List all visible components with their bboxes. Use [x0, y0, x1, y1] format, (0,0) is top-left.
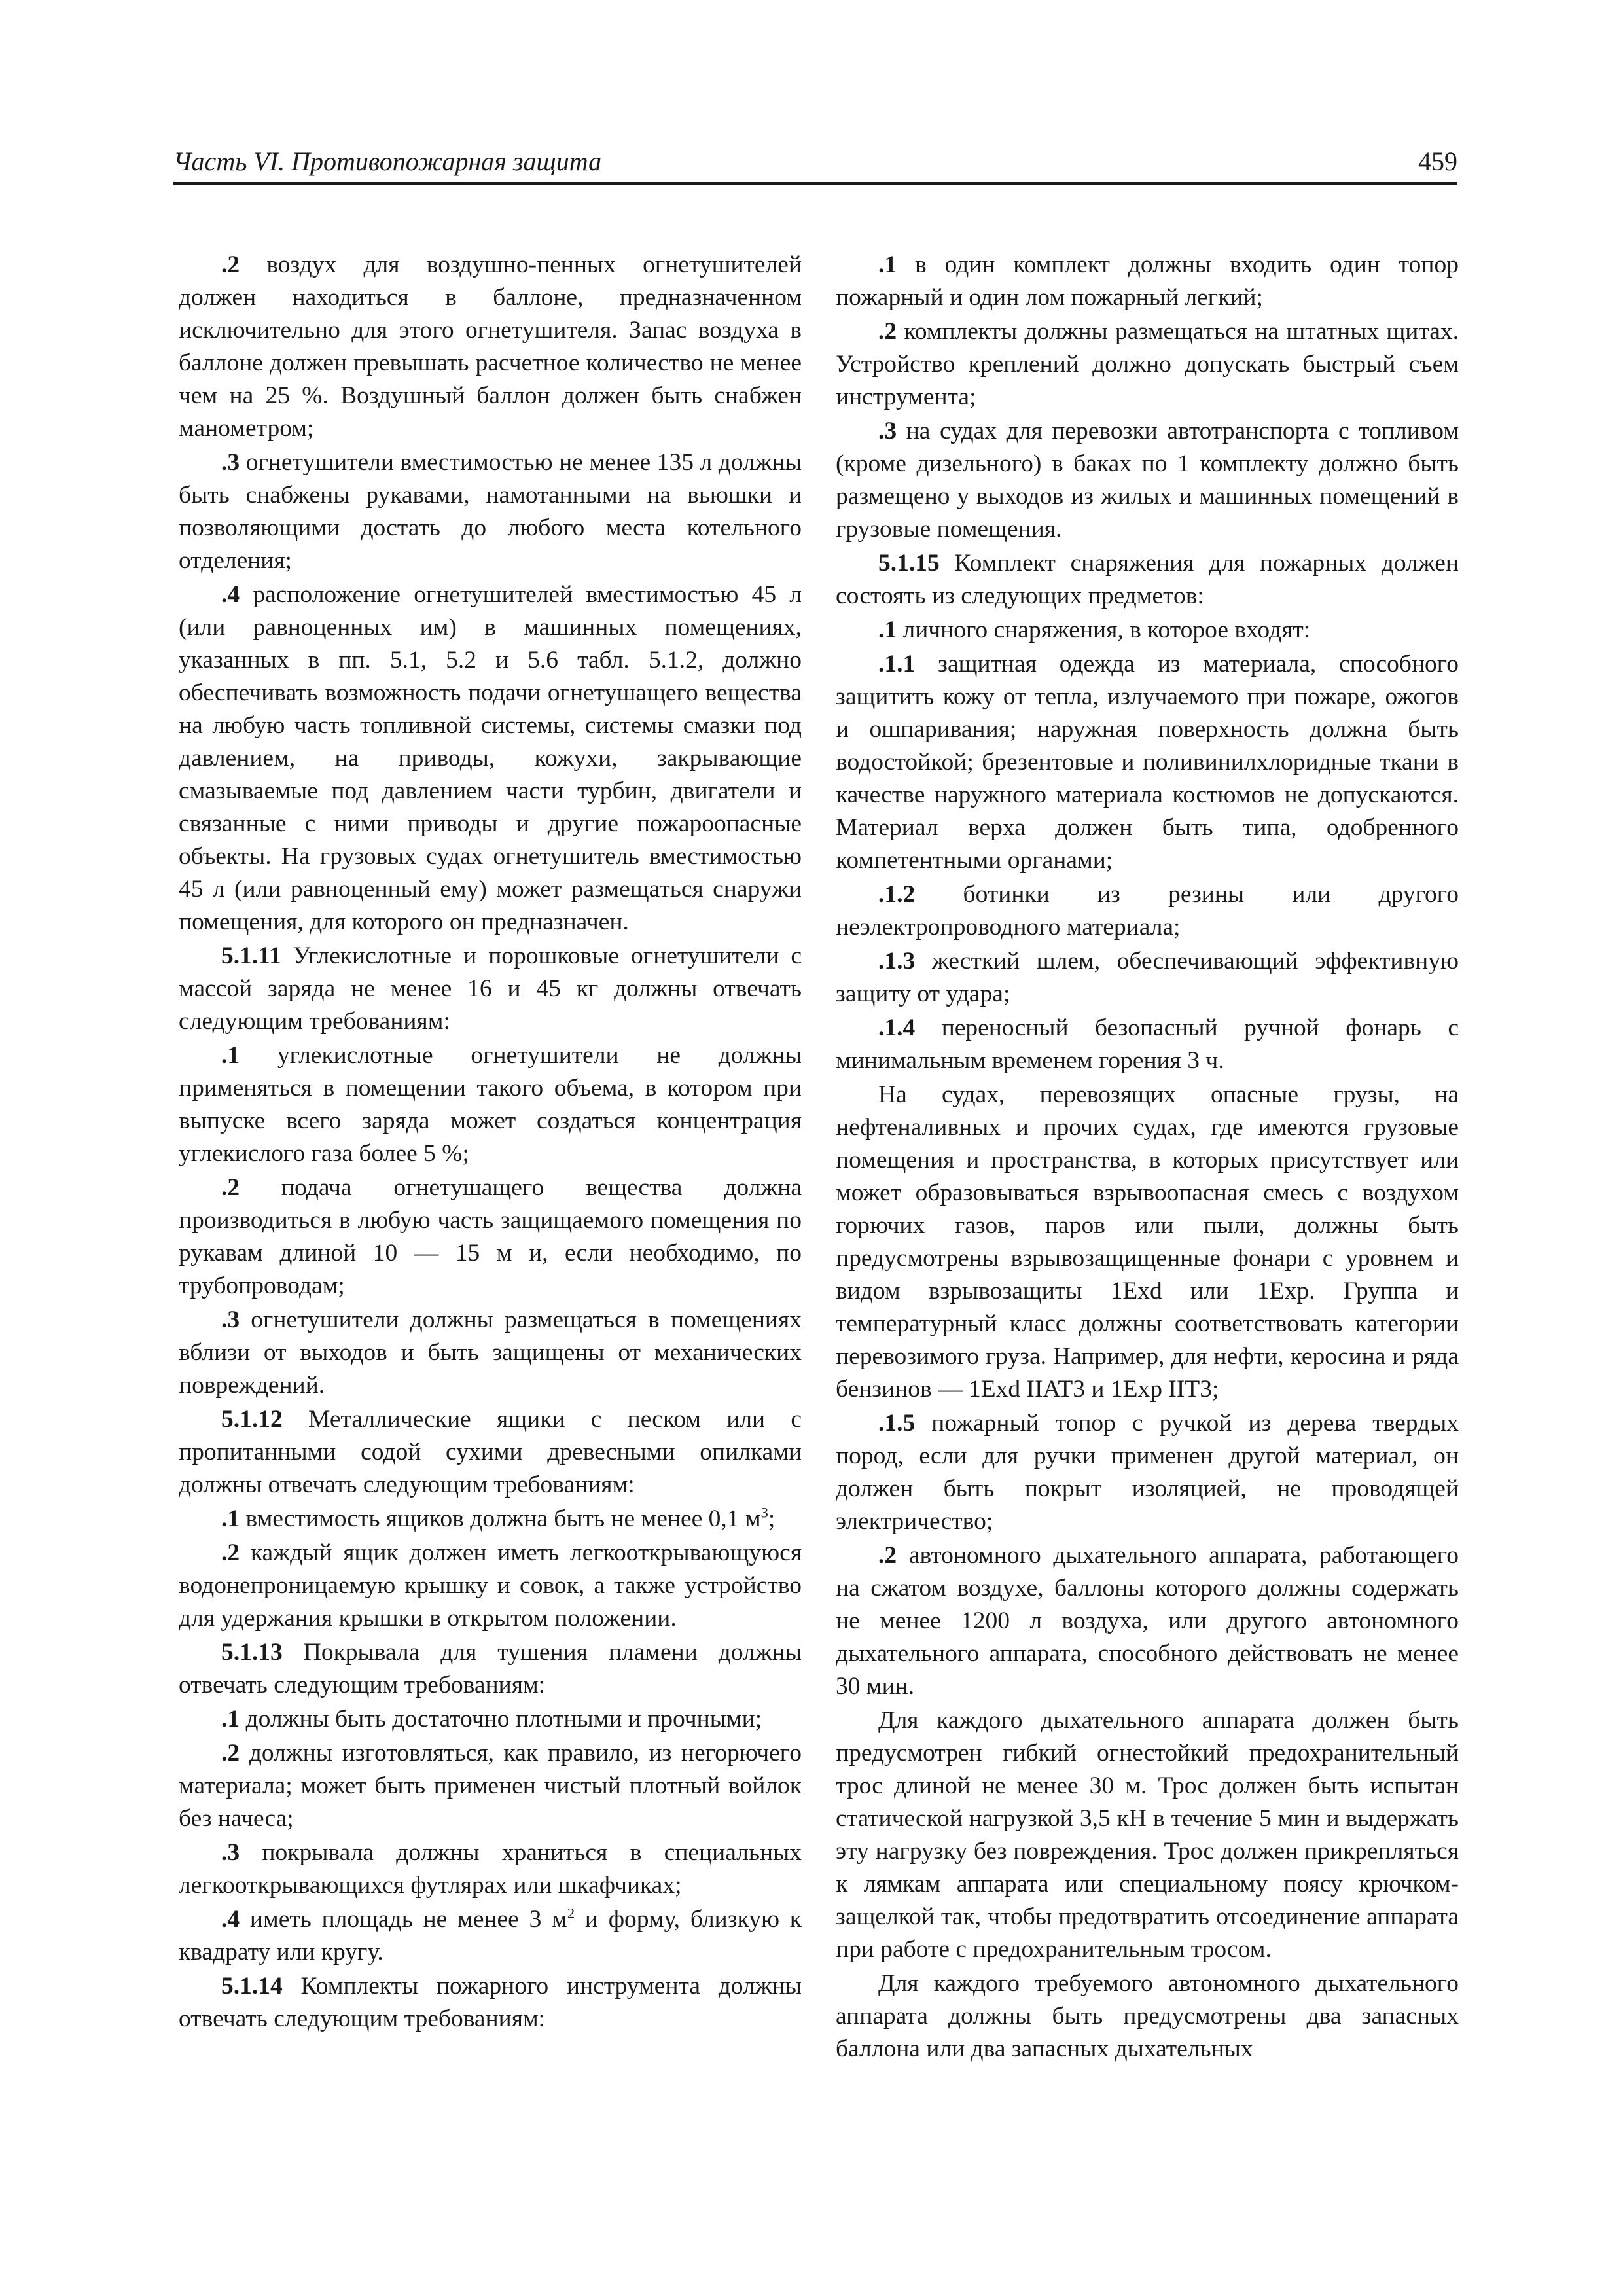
paragraph-text: в один комплект должны входить один топор пожарный и один лом пожарный легкий; — [836, 251, 1459, 311]
running-title: Часть VI. Противопожарная защита — [173, 147, 602, 176]
paragraph — [179, 249, 802, 445]
item-number: .2 — [221, 251, 240, 278]
item-number: 5.1.12 — [221, 1406, 283, 1433]
paragraph-text: ботинки из резины или другого неэлектропроводного материала; — [836, 881, 1459, 941]
item-number: .2 — [221, 1174, 240, 1201]
paragraph — [179, 940, 802, 1038]
page-number: 459 — [1418, 147, 1457, 176]
item-number: .4 — [221, 581, 240, 608]
paragraph-text: на судах для перевозки автотранспорта с топливом (кроме дизельного) в баках по 1 комплекту должно быть размещено у выходов из жилых и машинных помещений в грузовые помещения. — [836, 418, 1459, 543]
item-number: 5.1.14 — [221, 1973, 283, 2000]
paragraph-text: защитная одежда из материала, способного защитить кожу от тепла, излучаемого при пожаре, ожогов и ошпаривания; наружная поверхность должна быть водостойкой; брезентовые и поливинилхлоридные ткани в качестве наружного материала костюмов не допускаются. Материал верха должен быть типа, одобренного компетентными органами; — [836, 651, 1459, 874]
paragraph — [836, 1012, 1459, 1077]
paragraph — [836, 878, 1459, 944]
paragraph — [179, 1537, 802, 1635]
paragraph-text: Покрывала для тушения пламени должны отвечать следующим требованиям: — [179, 1639, 802, 1698]
item-number: .1.1 — [878, 651, 916, 677]
item-number: .1 — [878, 251, 897, 278]
paragraph-text: огнетушители должны размещаться в помещениях вблизи от выходов и быть защищены от механических повреждений. — [179, 1306, 802, 1399]
paragraph — [179, 1737, 802, 1835]
paragraph-text: Для каждого требуемого автономного дыхательного аппарата должны быть предусмотрены два запасных баллона или два запасных дыхательных — [836, 1970, 1459, 2062]
item-number: 5.1.15 — [878, 550, 940, 577]
paragraph-tail: ; — [768, 1505, 776, 1532]
paragraph-text: комплекты должны размещаться на штатных щитах. Устройство креплений должно допускать быстрый съем инструмента; — [836, 318, 1459, 410]
left-column — [179, 249, 802, 2037]
paragraph-text: переносный безопасный ручной фонарь с минимальным временем горения 3 ч. — [836, 1014, 1459, 1074]
paragraph-text: жесткий шлем, обеспечивающий эффективную защиту от удара; — [836, 948, 1459, 1007]
item-number: .1.5 — [878, 1410, 916, 1437]
paragraph — [836, 547, 1459, 613]
paragraph-text: расположение огнетушителей вместимостью 45 л (или равноценных им) в машинных помещениях, указанных в пп. 5.1, 5.2 и 5.6 табл. 5.1.2, должно обеспечивать возможность подачи огнетушащего вещества на любую часть топливной системы, системы смазки под давлением, на приводы, кожухи, закрывающие смазываемые под давлением части турбин, двигатели и связанные с ними приводы и другие пожароопасные объекты. На грузовых судах огнетушитель вместимостью 45 л (или равноценный ему) может размещаться снаружи помещения, для которого он предназначен. — [179, 581, 802, 935]
paragraph — [179, 1403, 802, 1501]
paragraph-tail: и форму, близкую к квадрату или кругу. — [179, 1906, 802, 1965]
item-number: .3 — [878, 418, 897, 444]
paragraph-text: автономного дыхательного аппарата, работающего на сжатом воздухе, баллоны которого должны содержать не менее 1200 л воздуха, или другого автономного дыхательного аппарата, способного действовать не менее 30 мин. — [836, 1542, 1459, 1700]
paragraph-text: подача огнетушащего вещества должна производиться в любую часть защищаемого помещения по рукавам длиной 10 — 15 м и, если необходимо, по трубопроводам; — [179, 1174, 802, 1299]
superscript: 2 — [567, 1905, 575, 1922]
item-number: .1.2 — [878, 881, 916, 908]
paragraph — [179, 1703, 802, 1736]
item-number: .1.4 — [878, 1014, 916, 1041]
paragraph-text: вместимость ящиков должна быть не менее 0,1 м — [245, 1505, 761, 1532]
item-number: .1 — [221, 1505, 240, 1532]
item-number: .2 — [221, 1539, 240, 1566]
item-number: .3 — [221, 449, 240, 476]
item-number: .2 — [221, 1740, 240, 1767]
right-column — [836, 249, 1459, 2067]
item-number: .1 — [878, 617, 897, 643]
item-number: .1.3 — [878, 948, 916, 975]
paragraph-text: воздух для воздушно-пенных огнетушителей должен находиться в баллоне, предназначенном исключительно для этого огнетушителя. Запас воздуха в баллоне должен превышать расчетное количество не менее чем на 25 %. Воздушный баллон должен быть снабжен манометром; — [179, 251, 802, 442]
paragraph — [179, 1503, 802, 1535]
paragraph — [836, 1967, 1459, 2066]
paragraph-text: покрывала должны храниться в специальных легкооткрывающихся футлярах или шкафчиках; — [179, 1839, 802, 1899]
paragraph-text: Углекислотные и порошковые огнетушители с массой заряда не менее 16 и 45 кг должны отвечать следующим требованиям: — [179, 942, 802, 1035]
paragraph — [836, 1704, 1459, 1966]
item-number: .4 — [221, 1906, 240, 1933]
superscript: 3 — [760, 1504, 768, 1521]
paragraph — [836, 945, 1459, 1011]
paragraph-text: огнетушители вместимостью не менее 135 л должны быть снабжены рукавами, намотанными на вьюшки и позволяющими достать до любого места котельного отделения; — [179, 449, 802, 574]
paragraph — [179, 1172, 802, 1302]
paragraph — [836, 1539, 1459, 1703]
paragraph-text: пожарный топор с ручкой из дерева твердых пород, если для ручки применен другой материал, он должен быть покрыт изоляцией, не проводящей электричество; — [836, 1410, 1459, 1535]
paragraph — [836, 249, 1459, 314]
paragraph — [179, 1970, 802, 2036]
paragraph — [179, 1304, 802, 1402]
paragraph — [836, 648, 1459, 877]
paragraph — [179, 1837, 802, 1902]
item-number: .1 — [221, 1706, 240, 1732]
item-number: .2 — [878, 318, 897, 345]
paragraph — [836, 415, 1459, 546]
paragraph — [836, 315, 1459, 414]
paragraph-text: Металлические ящики с песком или с пропитанными содой сухими древесными опилками должны отвечать следующим требованиям: — [179, 1406, 802, 1498]
paragraph-text: Комплекты пожарного инструмента должны отвечать следующим требованиям: — [179, 1973, 802, 2032]
paragraph-text: должны быть достаточно плотными и прочными; — [245, 1706, 762, 1732]
running-header — [173, 143, 1457, 185]
item-number: .1 — [221, 1042, 240, 1069]
item-number: .3 — [221, 1306, 240, 1333]
paragraph — [836, 1407, 1459, 1538]
paragraph — [179, 579, 802, 939]
item-number: .3 — [221, 1839, 240, 1866]
paragraph — [179, 446, 802, 577]
paragraph — [179, 1636, 802, 1702]
paragraph-text: иметь площадь не менее 3 м — [249, 1906, 567, 1933]
item-number: 5.1.11 — [221, 942, 281, 969]
item-number: 5.1.13 — [221, 1639, 283, 1666]
item-number: .2 — [878, 1542, 897, 1569]
paragraph — [179, 1903, 802, 1969]
paragraph-text: должны изготовляться, как правило, из негорючего материала; может быть применен чистый плотный войлок без начеса; — [179, 1740, 802, 1832]
paragraph — [179, 1039, 802, 1170]
paragraph-text: На судах, перевозящих опасные грузы, на нефтеналивных и прочих судах, где имеются грузовые помещения и пространства, в которых присутствует или может образовываться взрывоопасная смесь с воздухом горючих газов, паров или пыли, должны быть предусмотрены взрывозащищенные фонари с уровнем и видом взрывозащиты 1Exd или 1Exp. Группа и температурный класс должны соответствовать категории перевозимого груза. Например, для нефти, керосина и ряда бензинов — 1Exd IIAT3 и 1Exp IIT3; — [836, 1081, 1459, 1403]
paragraph-text: каждый ящик должен иметь легкооткрывающуюся водонепроницаемую крышку и совок, а также устройство для удержания крышки в открытом положении. — [179, 1539, 802, 1632]
paragraph-text: Комплект снаряжения для пожарных должен состоять из следующих предметов: — [836, 550, 1459, 609]
paragraph-text: Для каждого дыхательного аппарата должен быть предусмотрен гибкий огнестойкий предохранительный трос длиной не менее 30 м. Трос должен быть испытан статической нагрузкой 3,5 кН в течение 5 мин и выдержать эту нагрузку без повреждения. Трос должен прикрепляться к лямкам аппарата или специальному поясу крючком-защелкой так, чтобы предотвратить отсоединение аппарата при работе с предохранительным тросом. — [836, 1707, 1459, 1963]
paragraph-text: личного снаряжения, в которое входят: — [902, 617, 1311, 643]
paragraph — [836, 1079, 1459, 1406]
paragraph-text: углекислотные огнетушители не должны применяться в помещении такого объема, в котором при выпуске всего заряда может создаться концентрация углекислого газа более 5 %; — [179, 1042, 802, 1167]
paragraph — [836, 614, 1459, 647]
